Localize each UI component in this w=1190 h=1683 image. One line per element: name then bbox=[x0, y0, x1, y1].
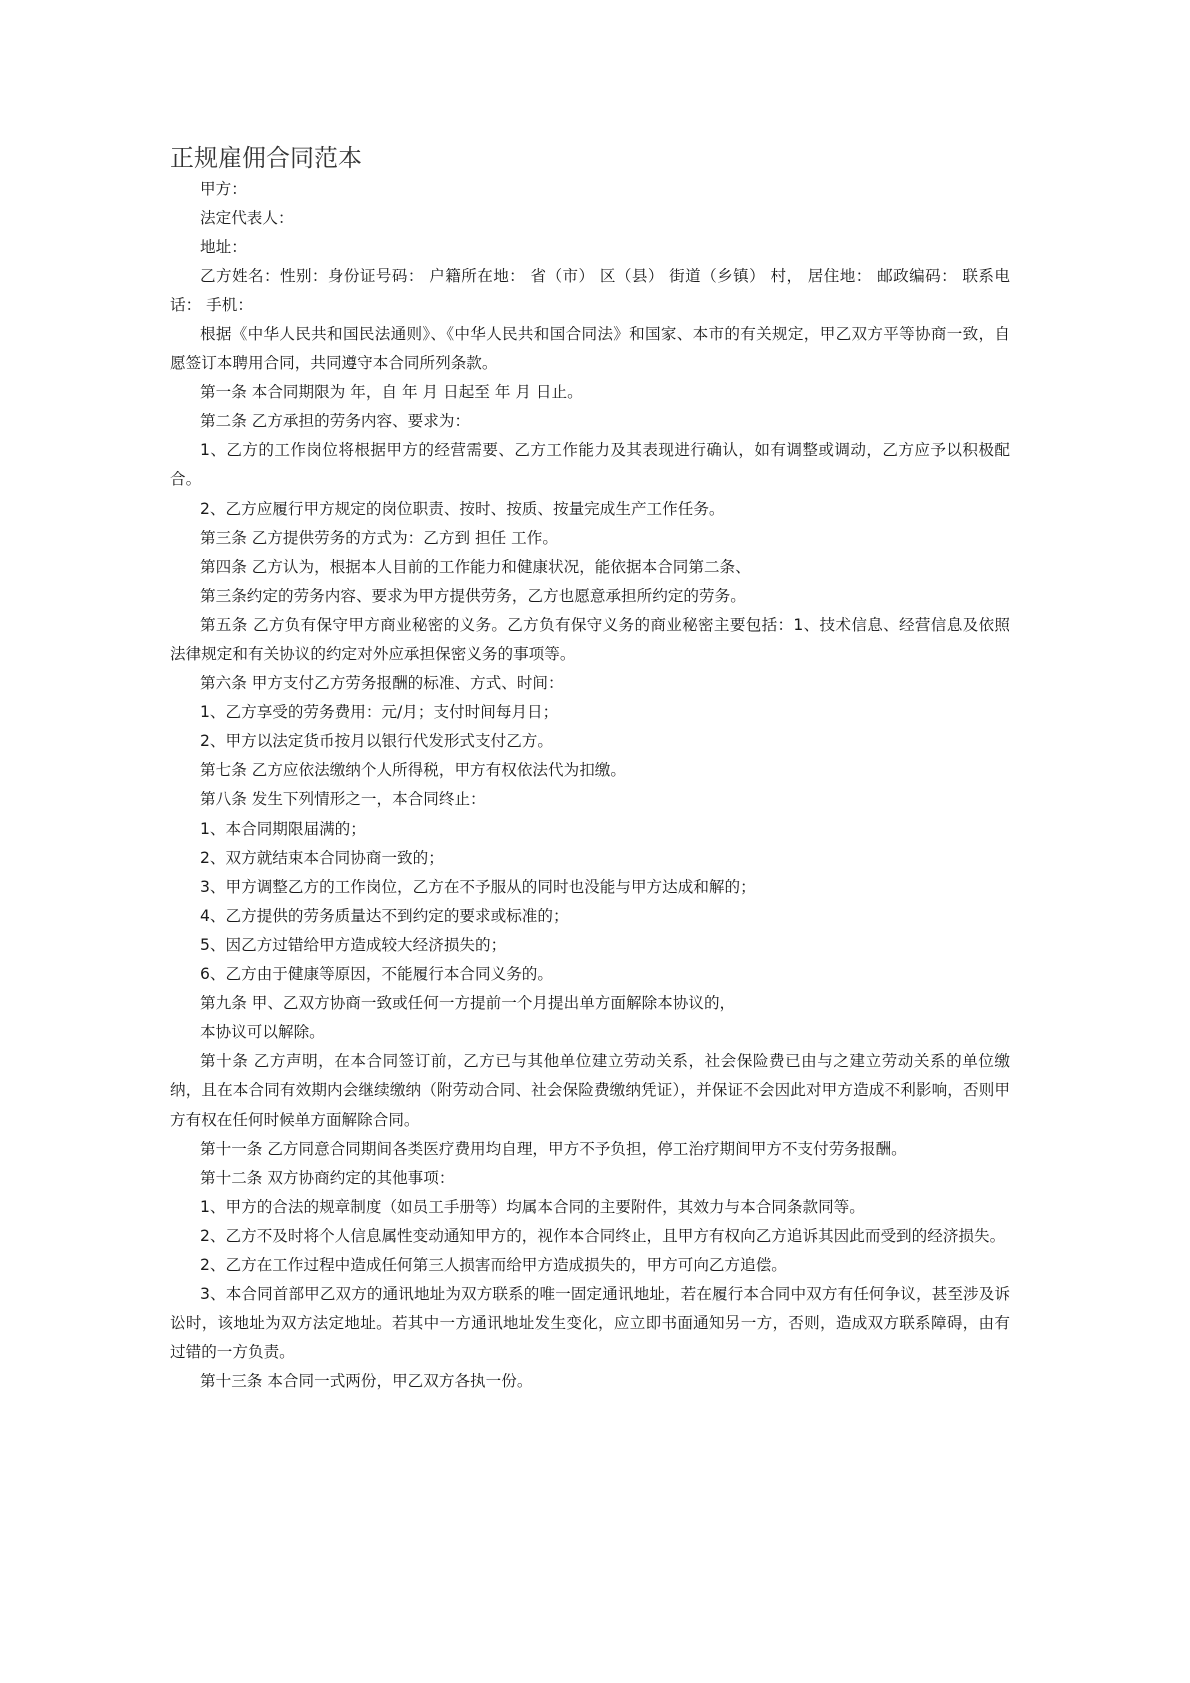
article-13: 第十三条 本合同一式两份，甲乙双方各执一份。 bbox=[200, 1372, 533, 1391]
article-2-item-1: 1、乙方的工作岗位将根据甲方的经营需要、乙方工作能力及其表现进行确认，如有调整或调动，乙方应予以积极配合。 bbox=[170, 441, 1010, 489]
article-8-item-2: 2、双方就结束本合同协商一致的； bbox=[200, 848, 444, 867]
party-a-field: 甲方： bbox=[200, 179, 247, 198]
article-8-item-4: 4、乙方提供的劳务质量达不到约定的要求或标准的； bbox=[200, 906, 569, 925]
article-4: 第四条 乙方认为，根据本人目前的工作能力和健康状况，能依据本合同第二条、 bbox=[200, 557, 751, 576]
article-5: 第五条 乙方负有保守甲方商业秘密的义务。乙方负有保守义务的商业秘密主要包括：1、技术信息、经营信息及依照法律规定和有关协议的约定对外应承担保密义务的事项等。 bbox=[170, 615, 1010, 663]
preamble-paragraph: 根据《中华人民共和国民法通则》、《中华人民共和国合同法》和国家、本市的有关规定，甲乙双方平等协商一致，自愿签订本聘用合同，共同遵守本合同所列条款。 bbox=[170, 324, 1010, 373]
article-1: 第一条 本合同期限为 年，自 年 月 日起至 年 月 日止。 bbox=[200, 383, 583, 402]
article-11: 第十一条 乙方同意合同期间各类医疗费用均自理，甲方不予负担，停工治疗期间甲方不支付劳务报酬。 bbox=[200, 1139, 907, 1158]
article-8-heading: 第八条 发生下列情形之一，本合同终止： bbox=[200, 790, 486, 809]
article-12-item-3: 3、本合同首部甲乙双方的通讯地址为双方联系的唯一固定通讯地址，若在履行本合同中双方有任何争议，甚至涉及诉讼时，该地址为双方法定地址。若其中一方通讯地址发生变化，应立即书面通知另一方，否则，造成双方联系障碍，由有过错的一方负责。 bbox=[170, 1285, 1010, 1362]
article-12-item-2: 2、乙方不及时将个人信息属性变动通知甲方的，视作本合同终止，且甲方有权向乙方追诉其因此而受到的经济损失。 bbox=[200, 1226, 1006, 1245]
article-6-item-2: 2、甲方以法定货币按月以银行代发形式支付乙方。 bbox=[200, 732, 553, 751]
document-title: 正规雇佣合同范本 bbox=[170, 144, 362, 172]
article-4-continued: 第三条约定的劳务内容、要求为甲方提供劳务，乙方也愿意承担所约定的劳务。 bbox=[200, 586, 746, 605]
article-6-item-1: 1、乙方享受的劳务费用：元/月；支付时间每月日； bbox=[200, 703, 559, 722]
article-7: 第七条 乙方应依法缴纳个人所得税，甲方有权依法代为扣缴。 bbox=[200, 761, 626, 780]
article-2-item-2: 2、乙方应履行甲方规定的岗位职责、按时、按质、按量完成生产工作任务。 bbox=[200, 499, 725, 518]
article-12-item-1: 1、甲方的合法的规章制度（如员工手册等）均属本合同的主要附件，其效力与本合同条款同等。 bbox=[200, 1197, 865, 1216]
article-12-heading: 第十二条 双方协商约定的其他事项： bbox=[200, 1168, 455, 1187]
article-12-item-2b: 2、乙方在工作过程中造成任何第三人损害而给甲方造成损失的，甲方可向乙方追偿。 bbox=[200, 1255, 787, 1274]
article-6-heading: 第六条 甲方支付乙方劳务报酬的标准、方式、时间： bbox=[200, 674, 564, 693]
party-b-info-fields: 乙方姓名：性别：身份证号码： 户籍所在地： 省（市） 区（县） 街道（乡镇） 村， 居住地： 邮政编码： 联系电话： 手机： bbox=[170, 266, 1010, 314]
article-9: 第九条 甲、乙双方协商一致或任何一方提前一个月提出单方面解除本协议的， bbox=[200, 994, 736, 1013]
legal-representative-field: 法定代表人： bbox=[200, 208, 294, 227]
document-body bbox=[170, 175, 1010, 1397]
article-9-continued: 本协议可以解除。 bbox=[200, 1023, 325, 1042]
article-2-heading: 第二条 乙方承担的劳务内容、要求为： bbox=[200, 412, 471, 431]
article-8-item-5: 5、因乙方过错给甲方造成较大经济损失的； bbox=[200, 935, 507, 954]
article-3: 第三条 乙方提供劳务的方式为：乙方到 担任 工作。 bbox=[200, 528, 558, 547]
article-8-item-1: 1、本合同期限届满的； bbox=[200, 819, 366, 838]
address-field: 地址： bbox=[200, 237, 247, 256]
article-8-item-3: 3、甲方调整乙方的工作岗位，乙方在不予服从的同时也没能与甲方达成和解的； bbox=[200, 877, 756, 896]
article-10: 第十条 乙方声明，在本合同签订前，乙方已与其他单位建立劳动关系，社会保险费已由与之建立劳动关系的单位缴纳，且在本合同有效期内会继续缴纳（附劳动合同、社会保险费缴纳凭证），并保证不会因此对甲方造成不利影响，否则甲方有权在任何时候单方面解除合同。 bbox=[170, 1052, 1010, 1129]
article-8-item-6: 6、乙方由于健康等原因，不能履行本合同义务的。 bbox=[200, 965, 553, 984]
